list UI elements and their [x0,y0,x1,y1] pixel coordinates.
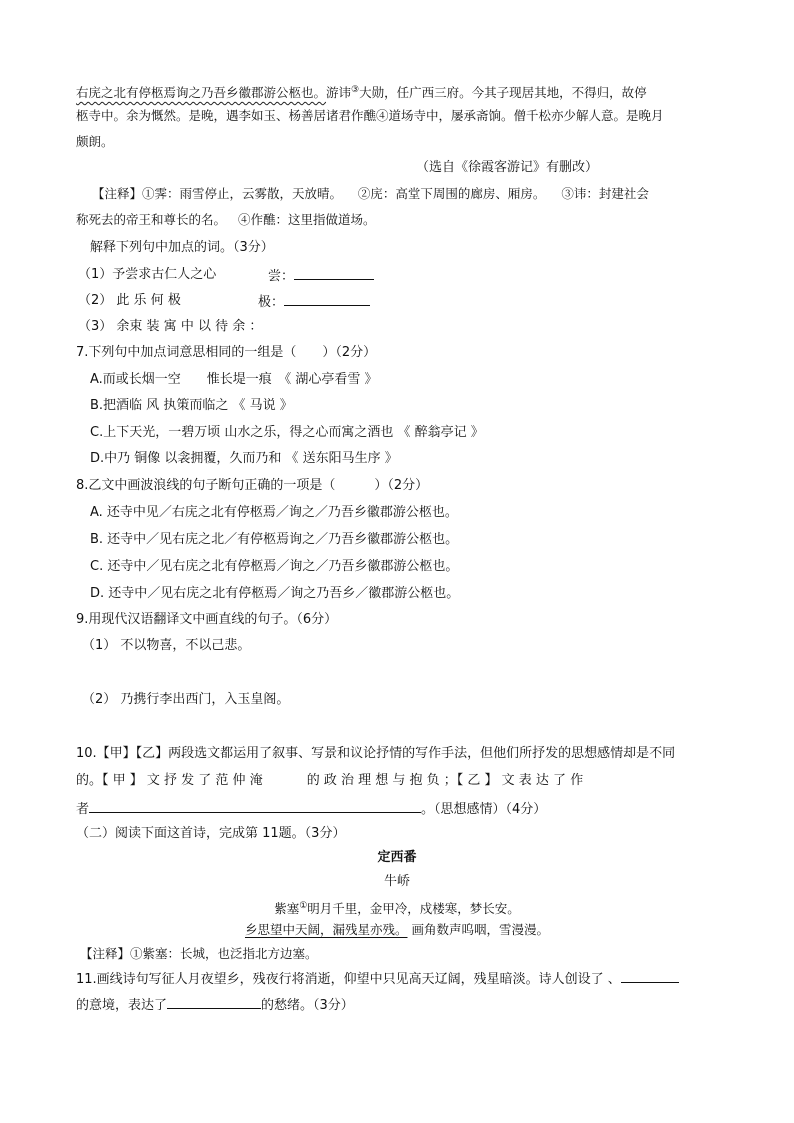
passage-line-2: 柩寺中。余为慨然。是晚，遇李如玉、杨善居诸君作醮④道场寺中，屡承斋饷。僧千松亦少解人意。是晚月 [76,108,664,123]
answer-blank[interactable] [294,265,374,280]
section-heading: （二）阅读下面这首诗，完成第 11题。（3分） [76,826,346,841]
q8-option-c: C. 还寺中／见右庑之北有停柩焉／询之／乃吾乡徽郡游公柩也。 [90,559,459,574]
q6-item-1: （1）予尝求古仁人之心 [78,267,217,282]
wavy-sentence: 右庑之北有停柩焉询之乃吾乡徽郡游公柩也。 [76,85,327,101]
passage-line-1: 右庑之北有停柩焉询之乃吾乡徽郡游公柩也。游讳③大勋，任广西三府。今其子现居其地，不得归，故停 [76,85,647,101]
q6-stem: 解释下列句中加点的词。（3分） [90,240,274,255]
q11-line-1: 11.画线诗句写征人月夜望乡，残夜行将消逝，仰望中只见高天辽阔，残星暗淡。诗人创设了 、 [76,968,679,990]
q10-line-1: 10.【甲】【乙】两段选文都运用了叙事、写景和议论抒情的写作手法，但他们所抒发的思想感情却是不同 [76,746,676,761]
q9-item-2: （2） 乃携行李出西门，入玉皇阁。 [82,692,290,707]
poem-note: 【注释】①紫塞：长城，也泛指北方边塞。 [80,946,318,961]
q7-option-d: D.中乃 铜像 以衾拥覆，久而乃和 《 送东阳马生序 》 [90,451,398,466]
passage-line-3: 颇朗。 [76,134,114,149]
q11-line-2: 的意境，表达了 的愁绪。（3分） [76,994,354,1016]
answer-blank[interactable] [89,798,421,813]
q10-line-2: 的。【 甲 】 文 抒 发 了 范 仲 淹 的 政 治 理 想 与 抱 负 ；【 乙 】 文 表 达 了 作 [76,773,584,788]
q9-item-1: （1） 不以物喜，不以己悲。 [82,638,251,653]
notes-line-2: 称死去的帝王和尊长的名。 ④作醮：这里指做道场。 [76,212,376,227]
q8-option-d: D. 还寺中／见右庑之北有停柩焉／询之乃吾乡／徽郡游公柩也。 [90,586,460,601]
poem-line-2: 乡思望中天阔，漏残星亦残。 画角数声呜咽，雪漫漫。 [244,922,549,937]
q8-option-b: B. 还寺中／见右庑之北／有停柩焉询之／乃吾乡徽郡游公柩也。 [90,532,459,547]
answer-blank[interactable] [621,968,679,983]
q9-stem: 9.用现代汉语翻译文中画直线的句子。（6分） [76,612,338,627]
q6-item-1-word: 尝： [268,265,374,287]
q6-item-3: （3） 余束 装 寓 中 以 待 余 ： [78,319,263,334]
q8-stem: 8.乙文中画波浪线的句子断句正确的一项是（ ）（2分） [76,478,429,493]
underlined-verse: 乡思望中天阔，漏残星亦残。 [244,922,408,937]
q6-item-2-word: 极： [258,291,370,313]
poem-line-1: 紫塞①明月千里，金甲冷，戍楼寒，梦长安。 [274,901,520,917]
answer-blank[interactable] [167,994,261,1009]
passage-source: （选自《徐霞客游记》有删改） [416,160,599,175]
notes-line-1: 【注释】①霁：雨雪停止，云雾散，天放晴。 ②庑：高堂下周围的廊房、厢房。 ③讳：封建社会 [92,186,649,201]
poem-author: 牛峤 [383,874,410,889]
q10-line-3: 者 。（思想感情）（4分） [76,798,546,820]
q8-option-a: A. 还寺中见／右庑之北有停柩焉／询之／乃吾乡徽郡游公柩也。 [90,505,458,520]
q7-option-a: A.而或长烟一空 惟长堤一痕 《 湖心亭看雪 》 [90,372,378,387]
q7-stem: 7.下列句中加点词意思相同的一组是（ ）（2分） [76,345,377,360]
q7-option-c: C.上下天光，一碧万顷 山水之乐，得之心而寓之酒也 《 醉翁亭记 》 [90,425,484,440]
answer-blank[interactable] [284,291,370,306]
q7-option-b: B.把酒临 风 执策而临之 《 马说 》 [90,398,293,413]
poem-title: 定西番 [377,850,417,865]
q6-item-2: （2） 此 乐 何 极 [78,293,181,308]
